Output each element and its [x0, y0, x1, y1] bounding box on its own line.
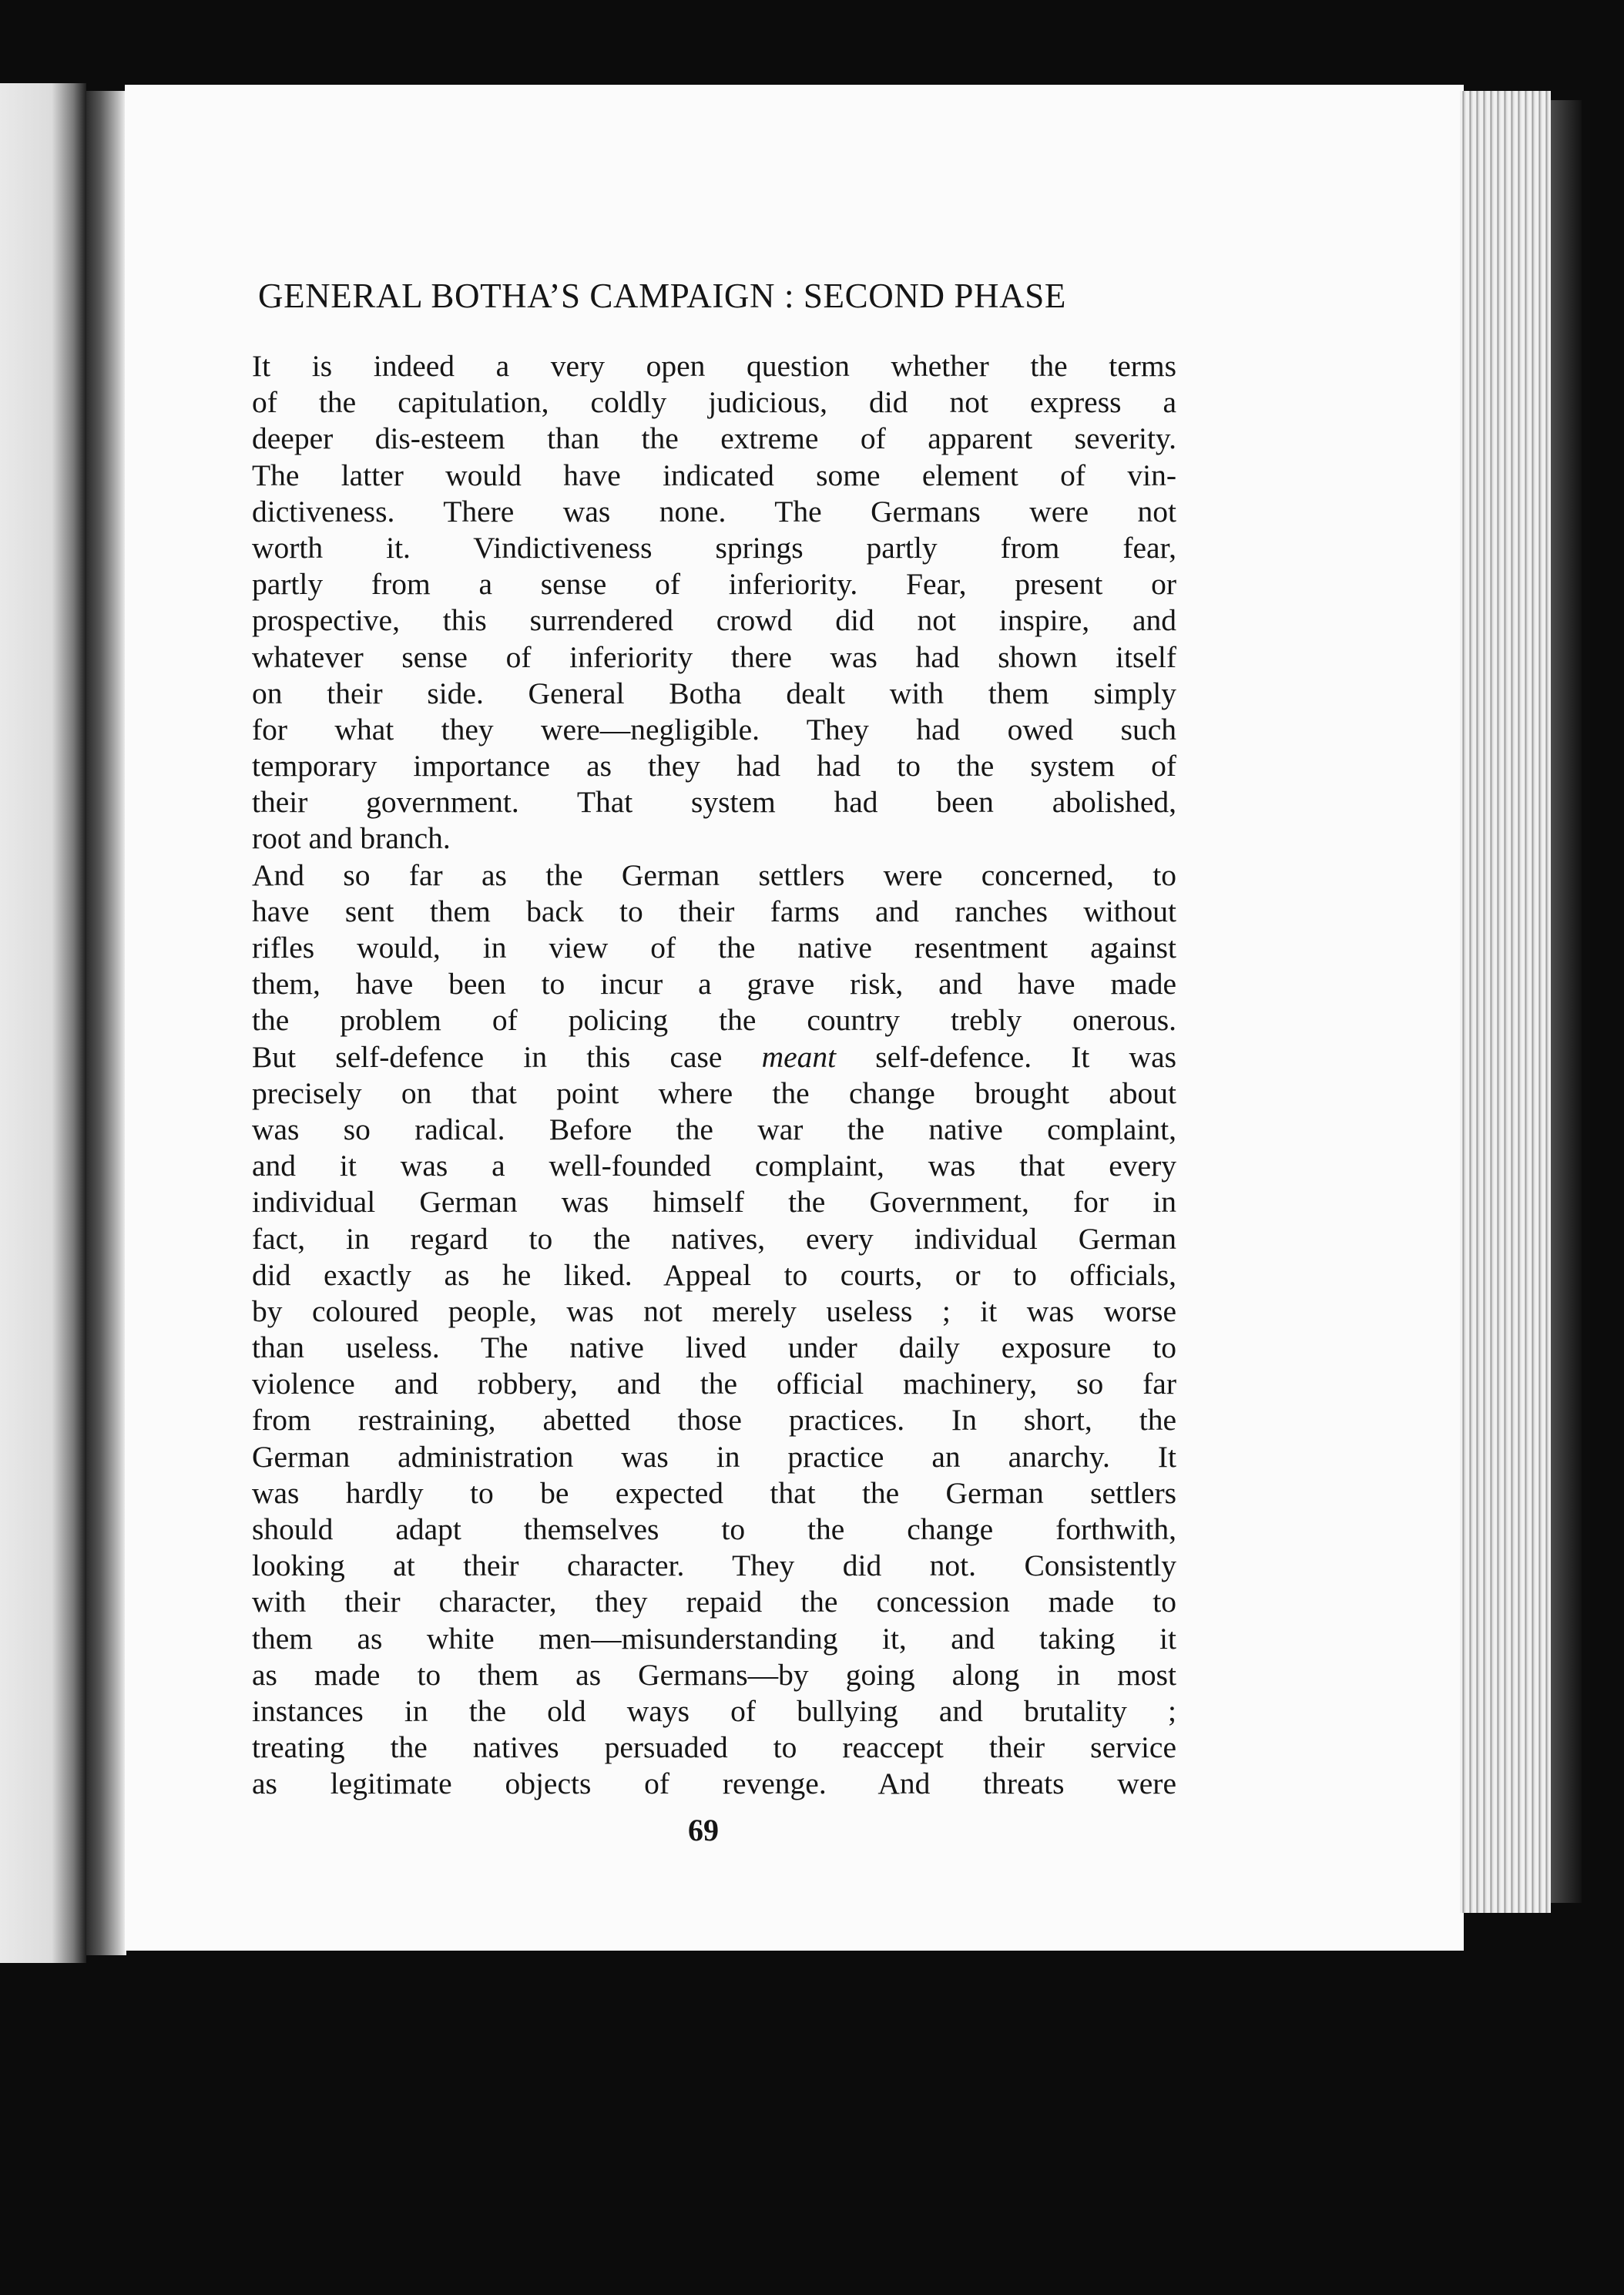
text-line: was hardly to be expected that the German settlers [252, 1475, 1176, 1510]
text-line: individual German was himself the Government, for in [252, 1185, 1176, 1220]
text-line: worth it. Vindictiveness springs partly from fear, [252, 530, 1176, 565]
text-line: whatever sense of inferiority there was had shown itself [252, 639, 1176, 674]
italic-word: meant [761, 1039, 837, 1074]
text-line: violence and robbery, and the official machinery, so far [252, 1367, 1176, 1401]
text-line: for what they were—negligible. They had owed such [252, 712, 1176, 747]
text-line: temporary importance as they had had to the system of [252, 749, 1176, 783]
text-line: them, have been to incur a grave risk, and have made [252, 967, 1176, 1002]
text-line: have sent them back to their farms and ranches without [252, 894, 1176, 928]
text-line: It is indeed a very open question whether the terms [252, 349, 1176, 383]
text-line: dictiveness. There was none. The Germans were not [252, 494, 1176, 528]
text-line: the problem of policing the country trebly onerous. [252, 1003, 1176, 1038]
text-line: did exactly as he liked. Appeal to courts, or to officials, [252, 1257, 1176, 1292]
book-cover-edge [1551, 100, 1582, 1903]
text-line: And so far as the German settlers were concerned, to [252, 857, 1176, 892]
text-line: German administration was in practice an anarchy. It [252, 1439, 1176, 1474]
text-line: than useless. The native lived under daily exposure to [252, 1330, 1176, 1365]
gutter-shadow [86, 91, 126, 1955]
body-text [252, 348, 1176, 1803]
text-line: precisely on that point where the change brought about [252, 1075, 1176, 1110]
text-line: of the capitulation, coldly judicious, did not express a [252, 385, 1176, 420]
text-line: their government. That system had been abolished, [252, 785, 1176, 820]
text-line: instances in the old ways of bullying and brutality ; [252, 1693, 1176, 1728]
text-line: by coloured people, was not merely useless ; it was worse [252, 1293, 1176, 1328]
page-fore-edge [1460, 91, 1551, 1913]
page-number: 69 [688, 1813, 719, 1847]
text-line: as made to them as Germans—by going along in most [252, 1657, 1176, 1692]
text-line: fact, in regard to the natives, every individual German [252, 1221, 1176, 1256]
text-line: deeper dis-esteem than the extreme of apparent severity. [252, 421, 1176, 456]
text-line: partly from a sense of inferiority. Fear, present or [252, 567, 1176, 602]
text-line: should adapt themselves to the change forthwith, [252, 1512, 1176, 1546]
text-line: and it was a well-founded complaint, was that every [252, 1149, 1176, 1183]
facing-page-edge [0, 83, 86, 1963]
text-line: But self-defence in this case meant self-defence. It was [252, 1039, 1176, 1074]
text-line: as legitimate objects of revenge. And threats were [252, 1767, 1176, 1801]
text-line: from restraining, abetted those practices. In short, the [252, 1403, 1176, 1438]
text-line: with their character, they repaid the concession made to [252, 1585, 1176, 1619]
text-line: The latter would have indicated some element of vin- [252, 458, 1176, 492]
text-line: prospective, this surrendered crowd did not inspire, and [252, 603, 1176, 638]
text-line: looking at their character. They did not. Consistently [252, 1548, 1176, 1583]
running-head: GENERAL BOTHA’S CAMPAIGN : SECOND PHASE [258, 277, 1066, 315]
text-line: rifles would, in view of the native resentment against [252, 931, 1176, 965]
text-line: was so radical. Before the war the native complaint, [252, 1112, 1176, 1146]
text-line: treating the natives persuaded to reaccept their service [252, 1730, 1176, 1765]
text-line: them as white men—misunderstanding it, and taking it [252, 1621, 1176, 1656]
text-line: on their side. General Botha dealt with them simply [252, 676, 1176, 710]
text-line: root and branch. [252, 821, 451, 856]
